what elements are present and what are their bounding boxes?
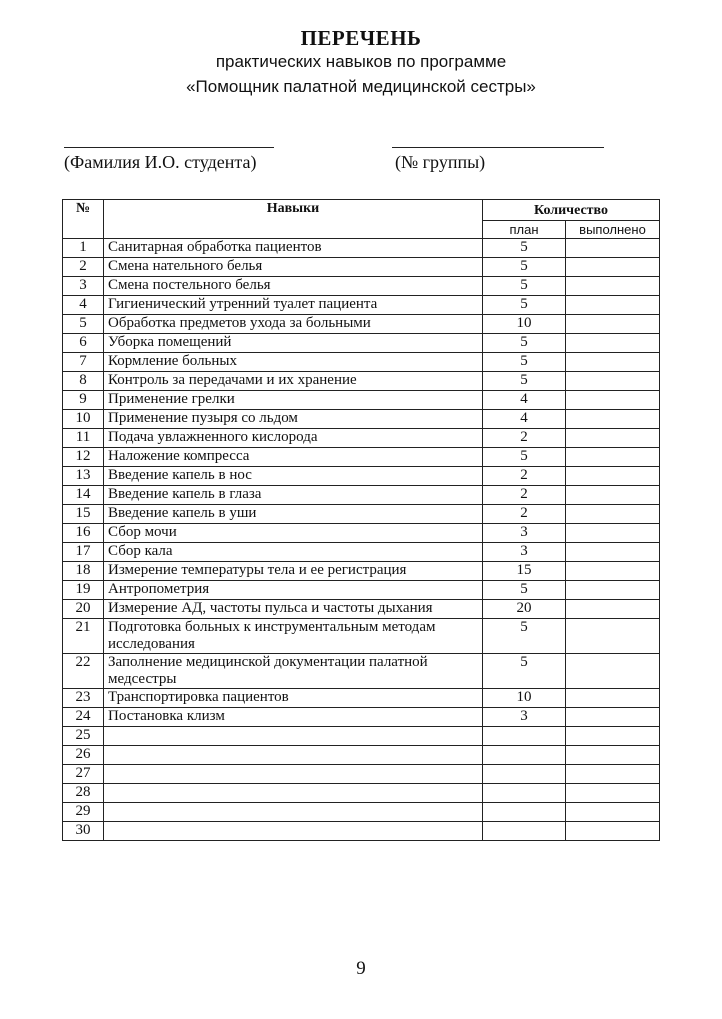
table-row [63,353,660,372]
row-done-cell[interactable] [566,258,660,277]
row-plan: 10 [483,315,566,334]
row-skill: Подача увлажненного кислорода [104,429,483,448]
row-done-cell[interactable] [566,391,660,410]
table-row [63,448,660,467]
row-plan: 4 [483,391,566,410]
row-number: 12 [63,448,104,467]
row-plan: 5 [483,334,566,353]
row-skill: Обработка предметов ухода за больными [104,315,483,334]
row-plan: 5 [483,448,566,467]
row-number: 11 [63,429,104,448]
row-done-cell[interactable] [566,822,660,841]
row-number: 29 [63,803,104,822]
row-skill [104,803,483,822]
table-row [63,410,660,429]
row-skill: Наложение компресса [104,448,483,467]
row-plan [483,727,566,746]
row-skill: Сбор кала [104,543,483,562]
skills-table-body [63,239,660,841]
row-plan: 5 [483,619,566,654]
row-plan: 2 [483,505,566,524]
row-plan: 3 [483,543,566,562]
row-number: 28 [63,784,104,803]
row-skill [104,822,483,841]
column-header-plan: план [483,221,566,239]
table-row [63,765,660,784]
page-number: 9 [356,958,366,979]
row-number: 26 [63,746,104,765]
row-skill: Смена нательного белья [104,258,483,277]
row-plan: 5 [483,296,566,315]
row-number: 25 [63,727,104,746]
row-skill: Постановка клизм [104,708,483,727]
row-number: 22 [63,654,104,689]
table-row [63,334,660,353]
row-done-cell[interactable] [566,315,660,334]
table-row [63,524,660,543]
row-plan: 5 [483,372,566,391]
row-skill: Смена постельного белья [104,277,483,296]
table-row [63,746,660,765]
row-number: 23 [63,689,104,708]
row-plan: 3 [483,524,566,543]
table-row [63,467,660,486]
row-done-cell[interactable] [566,239,660,258]
table-row [63,562,660,581]
row-done-cell[interactable] [566,708,660,727]
row-skill: Контроль за передачами и их хранение [104,372,483,391]
row-skill: Сбор мочи [104,524,483,543]
row-plan: 20 [483,600,566,619]
row-plan: 5 [483,258,566,277]
row-number: 1 [63,239,104,258]
row-number: 21 [63,619,104,654]
row-number: 14 [63,486,104,505]
page-subtitle-line2: «Помощник палатной медицинской сестры» [186,77,536,96]
row-skill: Транспортировка пациентов [104,689,483,708]
row-skill [104,784,483,803]
row-plan: 4 [483,410,566,429]
row-plan: 2 [483,467,566,486]
table-row [63,239,660,258]
row-skill: Применение пузыря со льдом [104,410,483,429]
row-skill: Санитарная обработка пациентов [104,239,483,258]
row-done-cell[interactable] [566,765,660,784]
table-row [63,296,660,315]
row-plan: 5 [483,353,566,372]
table-row [63,581,660,600]
table-row [63,543,660,562]
row-number: 16 [63,524,104,543]
row-skill: Кормление больных [104,353,483,372]
row-skill: Уборка помещений [104,334,483,353]
row-skill: Измерение АД, частоты пульса и частоты дыхания [104,600,483,619]
table-row [63,619,660,654]
row-number: 6 [63,334,104,353]
row-number: 17 [63,543,104,562]
table-row [63,727,660,746]
row-done-cell[interactable] [566,277,660,296]
row-number: 5 [63,315,104,334]
row-number: 10 [63,410,104,429]
row-plan: 2 [483,486,566,505]
table-row [63,277,660,296]
row-done-cell[interactable] [566,689,660,708]
row-done-cell[interactable] [566,524,660,543]
row-plan [483,822,566,841]
row-number: 27 [63,765,104,784]
row-plan: 5 [483,654,566,689]
row-skill: Введение капель в глаза [104,486,483,505]
table-row [63,486,660,505]
row-number: 3 [63,277,104,296]
row-plan [483,803,566,822]
row-number: 19 [63,581,104,600]
group-number-label: (№ группы) [395,152,486,172]
column-header-done: выполнено [566,221,660,239]
row-done-cell[interactable] [566,746,660,765]
row-plan [483,784,566,803]
row-done-cell[interactable] [566,353,660,372]
row-number: 7 [63,353,104,372]
row-done-cell[interactable] [566,467,660,486]
table-row [63,803,660,822]
row-skill: Подготовка больных к инструментальным методам исследования [104,619,483,654]
table-row [63,429,660,448]
row-done-cell[interactable] [566,429,660,448]
row-plan: 5 [483,277,566,296]
row-skill: Измерение температуры тела и ее регистрация [104,562,483,581]
table-row [63,372,660,391]
row-done-cell[interactable] [566,448,660,467]
row-skill: Гигиенический утренний туалет пациента [104,296,483,315]
table-row [63,784,660,803]
table-row [63,689,660,708]
row-number: 24 [63,708,104,727]
row-done-cell[interactable] [566,784,660,803]
table-row [63,822,660,841]
row-done-cell[interactable] [566,334,660,353]
table-row [63,505,660,524]
row-skill: Применение грелки [104,391,483,410]
column-header-skills: Навыки [104,200,483,239]
row-number: 30 [63,822,104,841]
row-number: 15 [63,505,104,524]
table-row [63,708,660,727]
row-number: 13 [63,467,104,486]
row-done-cell[interactable] [566,619,660,654]
row-done-cell[interactable] [566,727,660,746]
skills-table [62,199,660,841]
group-number-line[interactable] [392,147,604,148]
row-done-cell[interactable] [566,654,660,689]
row-plan: 2 [483,429,566,448]
row-number: 20 [63,600,104,619]
row-skill: Заполнение медицинской документации палатной медсестры [104,654,483,689]
row-number: 4 [63,296,104,315]
student-name-line[interactable] [64,147,274,148]
row-plan: 15 [483,562,566,581]
row-done-cell[interactable] [566,410,660,429]
row-done-cell[interactable] [566,803,660,822]
row-skill [104,765,483,784]
row-skill: Введение капель в нос [104,467,483,486]
table-row [63,654,660,689]
table-row [63,391,660,410]
table-row [63,258,660,277]
row-number: 9 [63,391,104,410]
row-number: 8 [63,372,104,391]
row-done-cell[interactable] [566,581,660,600]
row-plan: 5 [483,581,566,600]
row-skill [104,727,483,746]
row-plan: 10 [483,689,566,708]
page-title: ПЕРЕЧЕНЬ [300,26,422,50]
row-skill: Введение капель в уши [104,505,483,524]
row-done-cell[interactable] [566,543,660,562]
row-done-cell[interactable] [566,562,660,581]
row-done-cell[interactable] [566,505,660,524]
row-done-cell[interactable] [566,296,660,315]
student-name-label: (Фамилия И.О. студента) [64,152,257,172]
column-header-quantity: Количество [483,200,660,221]
page-subtitle-line1: практических навыков по программе [215,52,507,71]
table-row [63,600,660,619]
row-number: 2 [63,258,104,277]
row-done-cell[interactable] [566,372,660,391]
row-plan [483,765,566,784]
row-skill [104,746,483,765]
row-number: 18 [63,562,104,581]
table-row [63,315,660,334]
column-header-number: № [63,200,104,239]
row-plan [483,746,566,765]
row-done-cell[interactable] [566,600,660,619]
row-done-cell[interactable] [566,486,660,505]
row-plan: 5 [483,239,566,258]
row-skill: Антропометрия [104,581,483,600]
row-plan: 3 [483,708,566,727]
